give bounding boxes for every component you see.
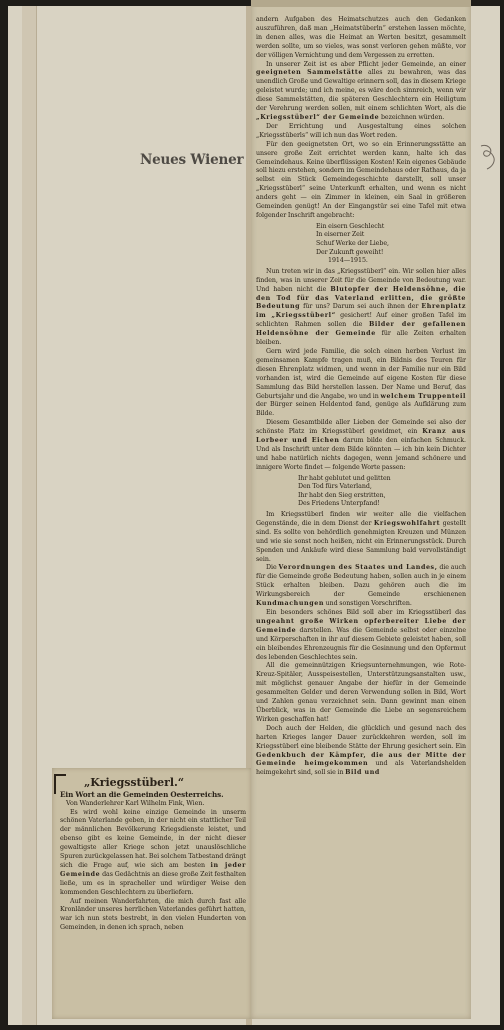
article-right-text: [256, 16, 466, 778]
paragraph: Der Errichtung und Ausgestaltung eines solchen „Kriegsstüberls“ will ich nun das Wort reden.: [256, 122, 466, 139]
paragraph: Nun treten wir in das „Kriegsstüberl“ ein. Wir sollen hier alles finden, was in unserer Zeit für die Gemeinde von Bedeutung war. Und haben nicht die Blutopfer der Heldensöhne, die den Tod für das Vaterland erlitten, die größte Bedeutung für uns? Darum sei auch ihnen der Ehrenplatz im „Kriegsstüberl“ gesichert! Auf einer großen Tafel im schlichten Rahmen sollen die Bilder der gefallenen Heldensöhne der Gemeinde für alle Zeiten erhalten bleiben.: [256, 267, 467, 347]
poem-line: Ein eisern Geschlecht: [316, 222, 385, 230]
inscription-poem: [316, 223, 466, 266]
poem-line: Ihr habt den Sieg erstritten,: [298, 491, 386, 499]
poem-year: 1914—1915.: [328, 257, 368, 265]
paragraph: Auf meinen Wanderfahrten, die mich durch fast alle Kronländer unseres herrlichen Vaterlandes geführt hatten, war ich nun stets bestrebt, in den vielen Hunderten von Gemeinden, in denen ich sprach, neben: [60, 897, 246, 932]
clipping-header-strip: [251, 0, 471, 7]
memorial-poem: [298, 475, 466, 509]
paragraph: Es wird wohl keine einzige Gemeinde in unserm schönen Vaterlande geben, in der nicht ein stattlicher Teil der männlichen Bevölkerung Kriegsdienste leistet, und ebenso gibt es keine Gemeinde, in der nicht dieser gewaltigste aller Kriege schon jetzt unauslöschliche Spuren zurückgelassen hat. Bei solchem Tatbestand drängt sich die Frage auf, wie sich am besten in jeder Gemeinde das Gedächtnis an diese große Zeit festhalten ließe, um es in spracheller und würdiger Weise den kommenden Geschlechtern zu überliefern.: [60, 808, 246, 896]
article-author: Von Wanderlehrer Karl Wilhelm Fink, Wien.: [66, 799, 205, 807]
poem-line: Ihr habt geblutet und gelitten: [298, 474, 391, 482]
paragraph: Gern wird jede Familie, die solch einen herben Verlust im gemeinsamen Kampfe tragen muß, ein Bildnis des Teuren für diesen Ehrenplatz widmen, und wenn in der Familie nur ein Bild vorhanden ist, wird die Gemeinde auf eigene Kosten für diese Sammlung das Bild herstellen lassen. Der Name und Beruf, das Geburtsjahr und die Angabe, wo und in welchem Truppenteil der Bürger seinen Heldentod fand, genüge als Aufklärung zum Bilde.: [256, 347, 466, 418]
paragraph: Für den geeignetsten Ort, wo so ein Erinnerungsstätte an unsere große Zeit errichtet werden kann, halte ich das Gemeindehaus. Keine überflüssigen Kosten! Kein eigenes Gebäude soll hiezu erstehen, sondern im Gemeindehaus oder Rathaus, da ja selbst ein Stück Gemeindegeschichte darstellt, soll unser „Kriegsstüberl“ seine Unterkunft erhalten, und wenn es nicht anders geht — ein Zimmer in kleinen, ein Saal in größeren Gemeinden genügt! An der Eingangstür sei eine Tafel mit etwa folgender Inschrift angebracht:: [256, 140, 466, 219]
paragraph: All die gemeinnützigen Kriegsunternehmungen, wie Rote-Kreuz-Spitäler, Ausspeisestellen, Unterstützungsanstalten usw., mit möglichst genauer Angabe der hiefür in der Gemeinde gesammelten Gelder und deren Verwendung sollen in Bild, Wort und Zahlen genau verzeichnet sein. Dann gewinnt man einen Überblick, was in der Gemeinde die Liebe an segensreichem Wirken geschaffen hat!: [256, 662, 466, 723]
paragraph: In unserer Zeit ist es aber Pflicht jeder Gemeinde, an einer geeigneten Sammelstätte alles zu bewahren, was das unendlich Große und Gewaltige erinnern soll, das in diesem Kriege geleistet wurde; und ich meine, es wäre doch sinnreich, wenn wir diese Sammelstätten, die späteren Geschlechtern ein Heiligtum der Verehrung werden sollen, mit einem schlichten Wort, als die „Kriegsstüberl“ der Gemeinde bezeichnen würden.: [256, 60, 466, 121]
article-subtitle: Ein Wort an die Gemeinden Oesterreichs.: [60, 790, 224, 799]
poem-line: Den Tod fürs Vaterland,: [298, 483, 372, 491]
paragraph: Die Verordnungen des Staates und Landes, die auch für die Gemeinde große Bedeutung haben, sollen auch in je einem Stück erhalten bleiben. Dazu gehören auch die im Wirkungsbereich der Gemeinde erschienenen Kundmachungen und sonstigen Vorschriften.: [256, 564, 466, 608]
poem-line: Der Zukunft geweiht!: [316, 248, 384, 256]
paragraph: Diesem Gesamtbilde aller Lieben der Gemeinde sei also der schönste Platz im Kriegsstüberl gewidmet, ein Kranz aus Lorbeer und Eichen darum bilde den einfachen Schmuck. Und als Inschrift unter dem Bilde könnten — ich bin kein Dichter und habe natürlich nichts dagegen, wenn jemand schönere und innigere Worte findet — folgende Worte passen:: [256, 419, 466, 471]
paragraph: Ein besonders schönes Bild soll aber im Kriegsstüberl das ungeahnt große Wirken opferbereiter Liebe der Gemeinde darstellen. Was die Gemeinde selbst oder einzelne und Körperschaften in ihr auf diesem Gebiete geleistet haben, soll ein bleibendes Ehrenzeugnis für die Gesinnung und den Opfermut des lebenden Geschlechtes sein.: [256, 609, 467, 661]
paragraph: Doch auch der Helden, die glücklich und gesund nach des harten Krieges langer Dauer zurückkehren werden, soll im Kriegsstüberl eine bleibende Stätte der Ehrung gesichert sein. Ein Gedenkbuch der Kämpfer, die aus der Mitte der Gemeinde heimgekommen und als Vaterlandshelden heimgekehrt sind, soll sie in Bild und: [256, 724, 467, 777]
pencil-mark-icon: [478, 142, 498, 172]
newspaper-masthead: Neues Wiener: [140, 152, 244, 168]
article-headline: „Kriegsstüberl.“: [84, 776, 185, 789]
paragraph: andern Aufgaben des Heimatschutzes auch den Gedanken auszuführen, daß man „Heimatstüberln“ erstehen lassen möchte, in denen alles, was die Heimat an Werten besitzt, gesammelt werden sollte, um so vieles, was sonst verloren gehen müßte, vor der völligen Vernichtung und dem Vergessen zu erretten.: [256, 16, 466, 59]
paragraph: Im Kriegsstüberl finden wir weiter alle die vielfachen Gegenstände, die in dem Dienst der Kriegswohlfahrt gestellt sind. Es sollte von behördlich genehmigten Kreuzen und Münzen und wie sie sonst noch heißen, nicht ein Erinnerungsstück. Durch Spenden und Ankäufe wird diese Sammlung bald vervollständigt sein.: [256, 511, 467, 563]
article-left-text: [60, 776, 246, 933]
mount-edge-strip: [22, 6, 37, 1025]
poem-line: Des Friedens Unterpfand!: [298, 500, 380, 508]
poem-line: In eiserner Zeit: [316, 231, 365, 239]
poem-line: Schuf Werke der Liebe,: [316, 240, 389, 248]
